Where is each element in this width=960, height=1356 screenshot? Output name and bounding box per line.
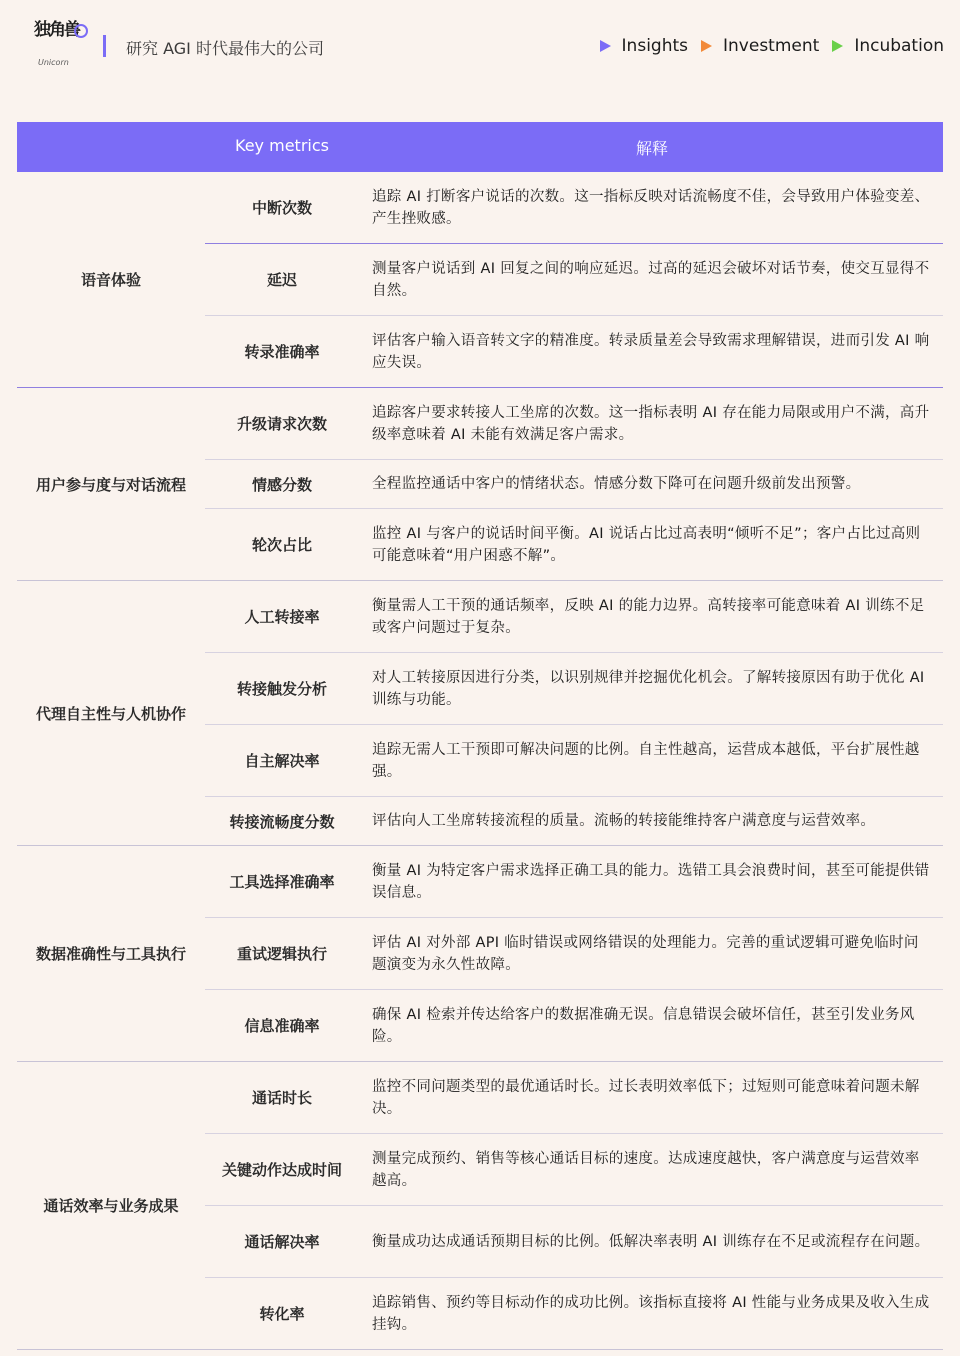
table-body (17, 172, 943, 1350)
metric-cell: 情感分数 (251, 475, 312, 494)
header-divider (103, 35, 106, 57)
nav-item-incubation[interactable] (832, 36, 944, 56)
category-cell: 数据准确性与工具执行 (35, 945, 186, 963)
description-cell: 监控不同问题类型的最优通话时长。过长表明效率低下；过短则可能意味着问题未解决。 (372, 1078, 920, 1117)
table-group (17, 846, 943, 1062)
metric-cell: 转接流畅度分数 (229, 812, 335, 831)
logo-text: 独角兽 (34, 20, 79, 40)
nav-label: Investment (723, 36, 820, 56)
table-row (205, 460, 943, 509)
metric-cell: 通话解决率 (244, 1233, 320, 1251)
metric-cell: 关键动作达成时间 (221, 1161, 342, 1179)
logo-planet-icon (74, 24, 88, 38)
nav-item-investment[interactable] (701, 36, 819, 56)
category-cell: 语音体验 (80, 271, 141, 289)
table-group (17, 1062, 943, 1350)
tagline: 研究 AGI 时代最伟大的公司 (126, 39, 324, 58)
header-nav (587, 36, 944, 56)
table-row (205, 244, 943, 316)
table-row (205, 1206, 943, 1278)
table-row (205, 846, 943, 918)
description-cell: 测量客户说话到 AI 回复之间的响应延迟。过高的延迟会破坏对话节奏，使交互显得不自然。 (372, 260, 930, 299)
description-cell: 评估 AI 对外部 API 临时错误或网络错误的处理能力。完善的重试逻辑可避免临时问题演变为永久性故障。 (372, 934, 919, 973)
description-cell: 追踪客户要求转接人工坐席的次数。这一指标表明 AI 存在能力局限或用户不满，高升级率意味着 AI 未能有效满足客户需求。 (372, 404, 930, 443)
table-row (205, 797, 943, 845)
description-cell: 衡量需人工干预的通话频率，反映 AI 的能力边界。高转接率可能意味着 AI 训练不足或客户问题过于复杂。 (372, 597, 925, 636)
description-cell: 监控 AI 与客户的说话时间平衡。AI 说话占比过高表明“倾听不足”；客户占比过高则可能意味着“用户困惑不解”。 (372, 525, 921, 564)
nav-label: Incubation (854, 36, 944, 56)
table-group (17, 388, 943, 581)
table-row (205, 1134, 943, 1206)
column-header-metric: Key metrics (235, 136, 329, 155)
triangle-icon (600, 40, 611, 52)
table-row (205, 1062, 943, 1134)
metric-cell: 中断次数 (251, 199, 312, 217)
description-cell: 确保 AI 检索并传达给客户的数据准确无误。信息错误会破坏信任，甚至引发业务风险。 (372, 1006, 915, 1045)
description-cell: 追踪销售、预约等目标动作的成功比例。该指标直接将 AI 性能与业务成果及收入生成挂钩。 (372, 1294, 930, 1333)
description-cell: 评估客户输入语音转文字的精准度。转录质量差会导致需求理解错误，进而引发 AI 响应失误。 (372, 332, 930, 371)
metric-cell: 转录准确率 (244, 343, 320, 361)
triangle-icon (701, 40, 712, 52)
triangle-icon (832, 40, 843, 52)
page-header (0, 0, 960, 100)
table-row (205, 172, 943, 244)
table-row (205, 388, 943, 460)
description-cell: 衡量 AI 为特定客户需求选择正确工具的能力。选错工具会浪费时间，甚至可能提供错误信息。 (372, 862, 930, 901)
category-cell: 代理自主性与人机协作 (35, 704, 186, 723)
table-group (17, 172, 943, 388)
unicorn-logo[interactable] (34, 20, 92, 70)
metric-cell: 升级请求次数 (236, 415, 327, 433)
table-row (205, 990, 943, 1061)
description-cell: 追踪无需人工干预即可解决问题的比例。自主性越高，运营成本越低，平台扩展性越强。 (372, 741, 920, 780)
metric-cell: 通话时长 (251, 1089, 312, 1107)
metric-cell: 重试逻辑执行 (236, 945, 327, 963)
table-row (205, 581, 943, 653)
metric-cell: 转化率 (259, 1305, 305, 1323)
description-cell: 全程监控通话中客户的情绪状态。情感分数下降可在问题升级前发出预警。 (372, 476, 861, 492)
column-header-desc: 解释 (635, 139, 668, 158)
description-cell: 对人工转接原因进行分类，以识别规律并挖掘优化机会。了解转接原因有助于优化 AI 训练与功能。 (372, 669, 925, 708)
description-cell: 评估向人工坐席转接流程的质量。流畅的转接能维持客户满意度与运营效率。 (372, 813, 876, 829)
table-row (205, 725, 943, 797)
table-row (205, 653, 943, 725)
description-cell: 测量完成预约、销售等核心通话目标的速度。达成速度越快，客户满意度与运营效率越高。 (372, 1150, 920, 1189)
metric-cell: 延迟 (266, 271, 297, 289)
metric-cell: 人工转接率 (244, 608, 320, 626)
description-cell: 追踪 AI 打断客户说话的次数。这一指标反映对话流畅度不佳，会导致用户体验变差、产生挫败感。 (372, 188, 930, 227)
table-row (205, 918, 943, 990)
category-cell: 通话效率与业务成果 (43, 1197, 179, 1215)
category-cell: 用户参与度与对话流程 (35, 475, 186, 494)
logo-subtext: Unicorn (38, 58, 69, 67)
metric-cell: 轮次占比 (251, 536, 312, 554)
nav-item-insights[interactable] (600, 36, 688, 56)
metrics-table (17, 122, 943, 1350)
metric-cell: 信息准确率 (244, 1017, 320, 1035)
metric-cell: 转接触发分析 (236, 680, 327, 698)
table-group (17, 581, 943, 846)
metric-cell: 自主解决率 (244, 752, 320, 770)
table-row (205, 1278, 943, 1349)
nav-label: Insights (621, 36, 689, 56)
description-cell: 衡量成功达成通话预期目标的比例。低解决率表明 AI 训练存在不足或流程存在问题。 (372, 1233, 930, 1250)
table-row (205, 316, 943, 387)
table-header (17, 122, 943, 172)
metric-cell: 工具选择准确率 (229, 873, 335, 891)
table-row (205, 509, 943, 580)
